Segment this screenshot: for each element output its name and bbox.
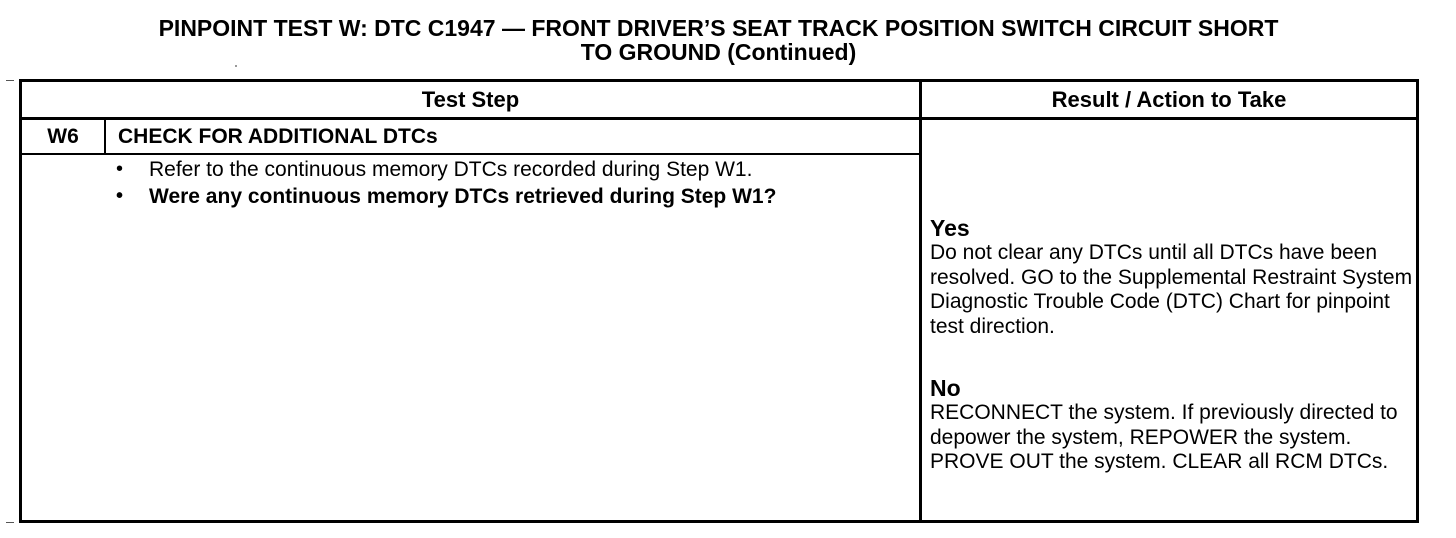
margin-tick-bottom <box>6 522 14 523</box>
result-yes <box>930 216 1418 339</box>
pinpoint-test-table <box>19 79 1419 523</box>
step-id-divider <box>104 120 106 153</box>
header-test-step: Test Step <box>421 87 520 112</box>
margin-tick-top <box>6 80 14 81</box>
result-no-label: No <box>930 375 961 401</box>
header-result-action: Result / Action to Take <box>1051 87 1287 112</box>
instruction-item: • Refer to the continuous memory DTCs recorded during Step W1. <box>112 158 872 181</box>
page-title-line-1: PINPOINT TEST W: DTC C1947 — FRONT DRIVER’S SEAT TRACK POSITION SWITCH CIRCUIT SHORT <box>158 15 1279 41</box>
step-title-divider <box>22 153 919 155</box>
step-instructions <box>112 158 872 212</box>
result-yes-action: Do not clear any DTCs until all DTCs have been resolved. GO to the Supplemental Restraint System Diagnostic Trouble Code (DTC) Chart for pinpoint test direction. <box>930 241 1413 338</box>
scan-speck <box>235 65 237 67</box>
page-title-line-2: TO GROUND (Continued) <box>580 39 857 65</box>
instruction-question: • Were any continuous memory DTCs retrieved during Step W1? <box>112 185 872 208</box>
page-title <box>0 16 1437 64</box>
result-no <box>930 376 1418 475</box>
result-no-action: RECONNECT the system. If previously directed to depower the system, REPOWER the system. PROVE OUT the system. CLEAR all RCM DTCs. <box>930 401 1398 473</box>
result-yes-label: Yes <box>930 215 970 241</box>
step-title: CHECK FOR ADDITIONAL DTCs <box>118 125 438 148</box>
column-divider <box>919 82 922 520</box>
step-id: W6 <box>47 125 79 148</box>
